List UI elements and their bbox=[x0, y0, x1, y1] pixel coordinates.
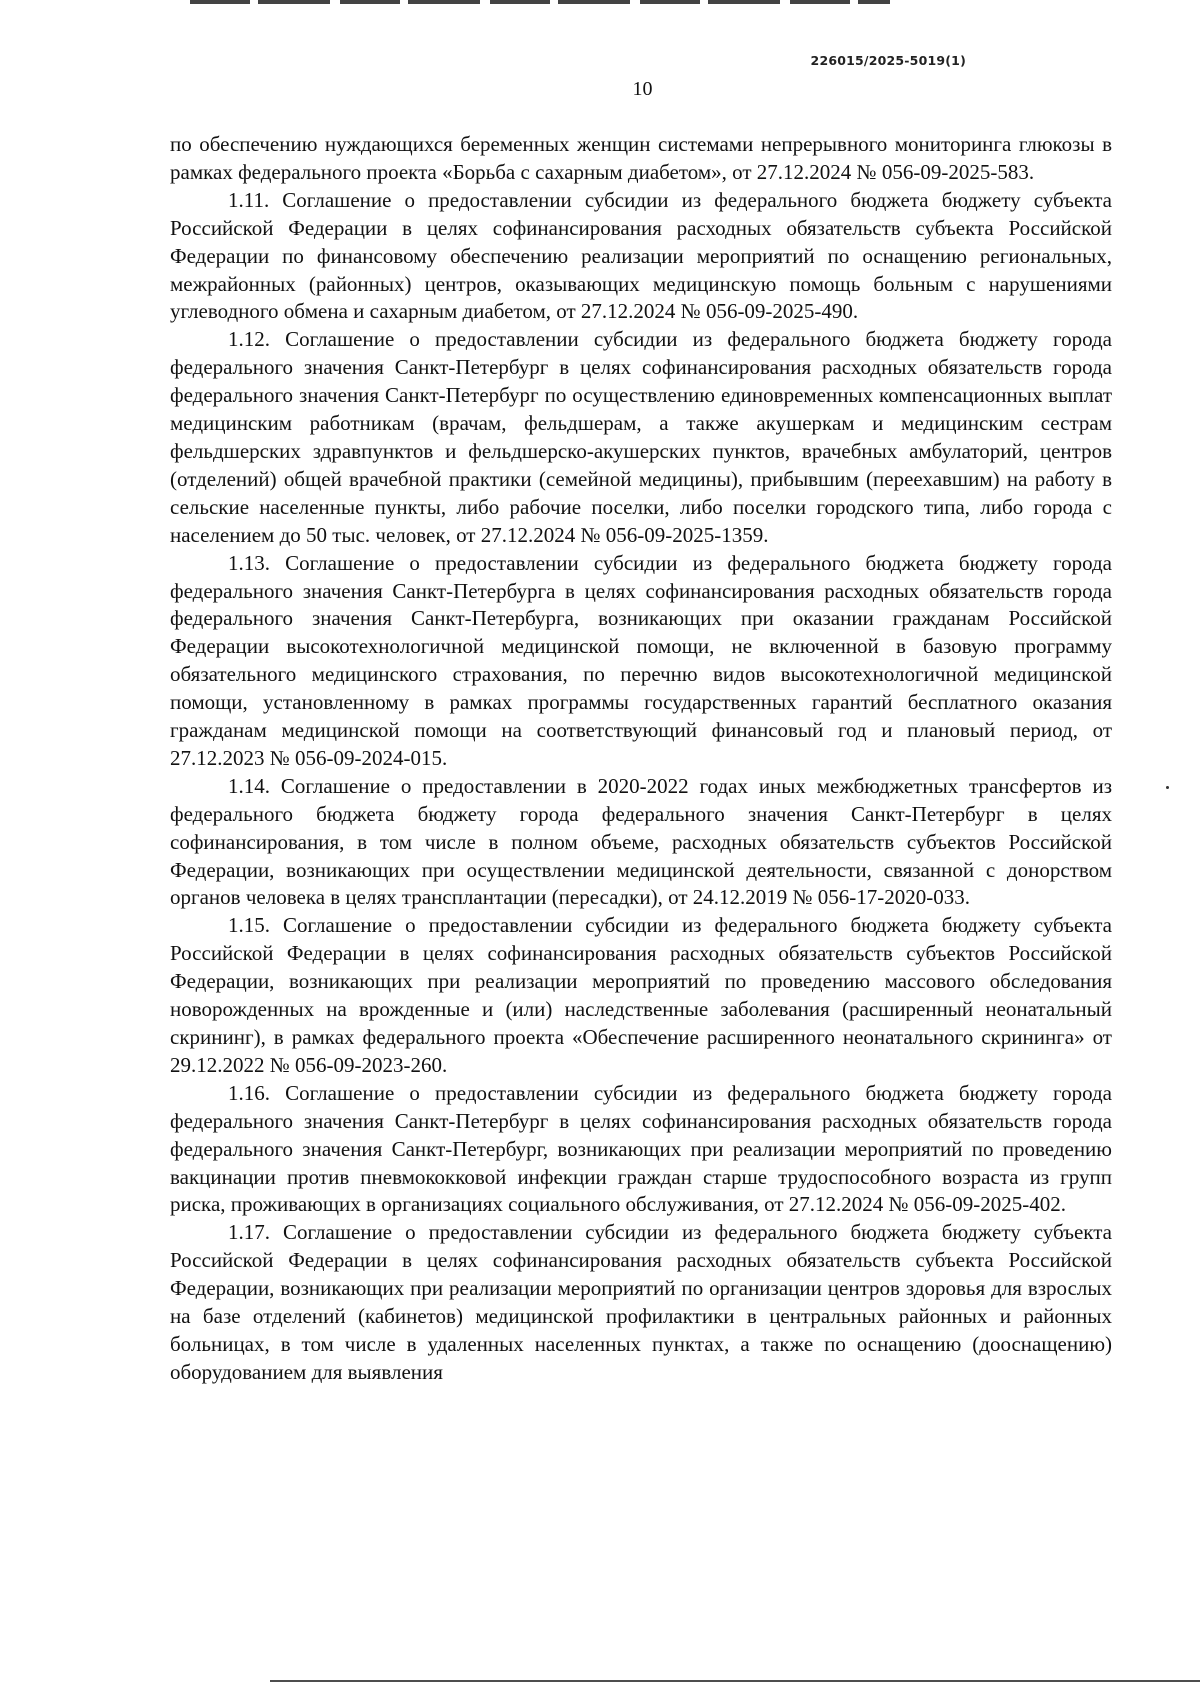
document-registration-number: 226015/2025-5019(1) bbox=[810, 53, 966, 68]
page-number: 10 bbox=[632, 78, 653, 100]
scan-speck-artifact bbox=[1166, 786, 1169, 789]
paragraph-1-13: 1.13. Соглашение о предоставлении субсидии из федерального бюджета бюджету города федерального значения Санкт-Петербурга в целях софинансирования расходных обязательств города федерального значения Санкт-Петербурга, возникающих при оказании гражданам Российской Федерации высокотехнологичной медицинской помощи, не включенной в базовую программу обязательного медицинского страхования, по перечню видов высокотехнологичной медицинской помощи, установленному в рамках программы государственных гарантий бесплатного оказания гражданам медицинской помощи на соответствующий финансовый год и плановый период, от 27.12.2023 № 056-09-2024-015. bbox=[170, 550, 1112, 770]
paragraph-1-14: 1.14. Соглашение о предоставлении в 2020-2022 годах иных межбюджетных трансфертов из федерального бюджета бюджету города федерального значения Санкт-Петербург в целях софинансирования, в том числе в полном объеме, расходных обязательств субъектов Российской Федерации, возникающих при осуществлении медицинской деятельности, связанной с донорством органов человека в целях трансплантации (пересадки), от 24.12.2019 № 056-17-2020-033. bbox=[170, 773, 1112, 910]
paragraph-1-16: 1.16. Соглашение о предоставлении субсидии из федерального бюджета бюджету города федерального значения Санкт-Петербург в целях софинансирования расходных обязательств города федерального значения Санкт-Петербург, возникающих при реализации мероприятий по проведению вакцинации против пневмококковой инфекции граждан старше трудоспособного возраста из групп риска, проживающих в организациях социального обслуживания, от 27.12.2024 № 056-09-2025-402. bbox=[170, 1080, 1112, 1217]
document-body bbox=[170, 131, 1112, 1387]
paragraph-continuation: по обеспечению нуждающихся беременных женщин системами непрерывного мониторинга глюкозы в рамках федерального проекта «Борьба с сахарным диабетом», от 27.12.2024 № 056-09-2025-583. bbox=[170, 132, 1112, 184]
paragraph-1-12: 1.12. Соглашение о предоставлении субсидии из федерального бюджета бюджету города федерального значения Санкт-Петербург в целях софинансирования расходных обязательств города федерального значения Санкт-Петербург по осуществлению единовременных компенсационных выплат медицинским работникам (врачам, фельдшерам, а также акушеркам и медицинским сестрам фельдшерских здравпунктов и фельдшерско-акушерских пунктов, врачебных амбулаторий, центров (отделений) общей врачебной практики (семейной медицины), прибывшим (переехавшим) на работу в сельские населенные пункты, либо рабочие поселки, либо поселки городского типа, либо города с населением до 50 тыс. человек, от 27.12.2024 № 056-09-2025-1359. bbox=[170, 327, 1112, 547]
scan-top-edge-artifact bbox=[190, 0, 890, 4]
paragraph-1-15: 1.15. Соглашение о предоставлении субсидии из федерального бюджета бюджету субъекта Российской Федерации в целях софинансирования расходных обязательств субъектов Российской Федерации, возникающих при реализации мероприятий по проведению массового обследования новорожденных на врожденные и (или) наследственные заболевания (расширенный неонатальный скрининг), в рамках федерального проекта «Обеспечение расширенного неонатального скрининга» от 29.12.2022 № 056-09-2023-260. bbox=[170, 913, 1112, 1077]
paragraph-1-11: 1.11. Соглашение о предоставлении субсидии из федерального бюджета бюджету субъекта Российской Федерации в целях софинансирования расходных обязательств субъекта Российской Федерации по финансовому обеспечению реализации мероприятий по оснащению региональных, межрайонных (районных) центров, оказывающих медицинскую помощь больным с нарушениями углеводного обмена и сахарным диабетом, от 27.12.2024 № 056-09-2025-490. bbox=[170, 187, 1112, 324]
paragraph-1-17: 1.17. Соглашение о предоставлении субсидии из федерального бюджета бюджету субъекта Российской Федерации в целях софинансирования расходных обязательств субъекта Российской Федерации, возникающих при реализации мероприятий по организации центров здоровья для взрослых на базе отделений (кабинетов) медицинской профилактики в центральных районных и районных больницах, в том числе в удаленных населенных пунктах, а также по оснащению (дооснащению) оборудованием для выявления bbox=[170, 1220, 1112, 1384]
scan-bottom-edge-artifact bbox=[270, 1680, 1200, 1682]
